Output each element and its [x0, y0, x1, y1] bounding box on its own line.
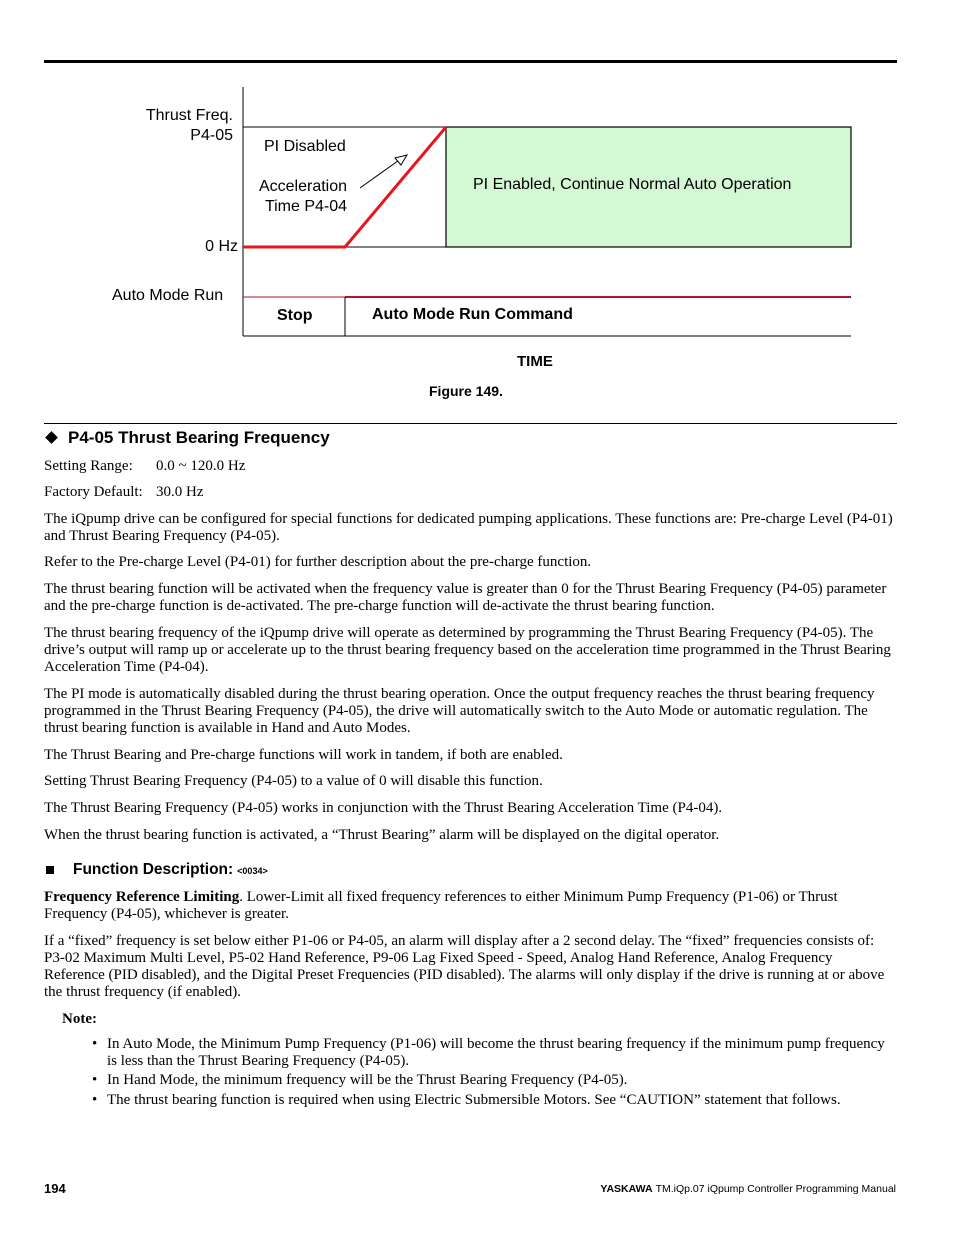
setting-range-row — [44, 458, 896, 475]
paragraph: Setting Thrust Bearing Frequency (P4-05) to a value of 0 will disable this function. — [44, 773, 543, 790]
body-text — [44, 458, 896, 1111]
paragraph: The Thrust Bearing Frequency (P4-05) works in conjunction with the Thrust Bearing Acceleration Time (P4-04). — [44, 799, 723, 816]
manual-title: TM.iQp.07 iQpump Controller Programming Manual — [655, 1183, 896, 1195]
note-list — [44, 1036, 896, 1109]
timing-diagram — [0, 0, 954, 420]
page-number: 194 — [44, 1181, 66, 1196]
setting-range-key: Setting Range: — [44, 458, 133, 474]
frequency-reference-paragraph: Frequency Reference Limiting. Lower-Limit all fixed frequency references to either Minimum Pump Frequency (P1-06) or Thrust Frequency (P4-05), whichever is greater. — [44, 888, 838, 922]
list-item: • In Hand Mode, the minimum frequency will be the Thrust Bearing Frequency (P4-05). — [92, 1072, 628, 1089]
setting-range-value: 0.0 ~ 120.0 Hz — [156, 458, 246, 474]
thrust-param-label: P4-05 — [190, 127, 233, 144]
section-rule — [44, 423, 897, 424]
paragraph: The Thrust Bearing and Pre-charge functions will work in tandem, if both are enabled. — [44, 746, 563, 763]
acceleration-pointer-line — [360, 158, 402, 188]
bullet-icon: • — [92, 1072, 98, 1089]
bullet-icon: • — [92, 1035, 98, 1052]
accel-time-label: Time P4-04 — [264, 198, 348, 215]
auto-mode-run-label: Auto Mode Run — [112, 287, 224, 304]
diamond-bullet-icon — [45, 431, 58, 444]
paragraph: The thrust bearing frequency of the iQpump drive will operate as determined by programming the Thrust Bearing Frequency (P4-05). The drive’s output will ramp up or accelerate up to the thrust bearing frequency based on the acceleration time programmed in the Thrust Bearing Acceleration Time (P4-04). — [44, 624, 891, 676]
pi-disabled-label: PI Disabled — [264, 138, 346, 155]
bullet-icon: • — [92, 1091, 98, 1108]
factory-default-value: 30.0 Hz — [156, 484, 204, 500]
fixed-frequency-paragraph: If a “fixed” frequency is set below either P1-06 or P4-05, an alarm will display after a 2 second delay. The “fixed” frequencies consists of: P3-02 Maximum Multi Level, P5-02 Hand Reference, P9-06 Lag Fixed Speed - Speed, Analog Hand Reference, Analog Frequency Reference (PID disabled), and the Digital Preset Frequencies (PID disabled). The alarms will only display if the drive is running at or above the thrust frequency (if enabled). — [44, 932, 885, 1001]
acceleration-pointer-arrowhead — [395, 155, 407, 165]
paragraph: When the thrust bearing function is activated, a “Thrust Bearing” alarm will be displayed on the digital operator. — [44, 826, 720, 843]
paragraph: The thrust bearing function will be activated when the frequency value is greater than 0 for the Thrust Bearing Frequency (P4-05) parameter and the pre-charge function is de-activated. The pre-charge function will de-activate the thrust bearing function. — [44, 580, 887, 615]
paragraph: Refer to the Pre-charge Level (P4-01) for further description about the pre-charge function. — [44, 554, 592, 571]
footer-manual-title — [600, 1183, 896, 1195]
section-title: P4-05 Thrust Bearing Frequency — [44, 427, 330, 449]
note-title: Note: — [62, 1010, 97, 1027]
paragraph: The PI mode is automatically disabled during the thrust bearing operation. Once the output frequency reaches the thrust bearing frequency programmed in the Thrust Bearing Frequency (P4-05), the drive will automatically switch to the Auto Mode or automatic regulation. The thrust bearing function is available in Hand and Auto Modes. — [44, 685, 875, 737]
acceleration-label: Acceleration — [258, 178, 348, 195]
function-description-heading: Function Description: <0034> — [44, 861, 896, 879]
square-bullet-icon — [46, 866, 54, 874]
zero-hz-label: 0 Hz — [205, 238, 238, 255]
revision-tag: <0034> — [237, 865, 268, 876]
pi-enabled-label: PI Enabled, Continue Normal Auto Operation — [473, 176, 792, 193]
factory-default-key: Factory Default: — [44, 484, 143, 500]
stop-label: Stop — [277, 307, 313, 324]
paragraph: The iQpump drive can be configured for special functions for dedicated pumping applications. These functions are: Pre-charge Level (P4-01) and Thrust Bearing Frequency (P4-05). — [44, 510, 893, 544]
thrust-freq-label: Thrust Freq. — [145, 107, 233, 124]
list-item: • The thrust bearing function is required when using Electric Submersible Motors. See “CAUTION” statement that follows. — [92, 1091, 841, 1108]
run-command-label: Auto Mode Run Command — [372, 306, 573, 323]
time-axis-label: TIME — [517, 353, 553, 370]
brand-name: YASKAWA — [600, 1183, 653, 1195]
list-item: • In Auto Mode, the Minimum Pump Frequency (P1-06) will become the thrust bearing frequency if the minimum pump frequency is less than the Thrust Bearing Frequency (P4-05). — [92, 1035, 885, 1070]
figure-caption: Figure 149. — [429, 383, 503, 399]
factory-default-row — [44, 484, 896, 501]
